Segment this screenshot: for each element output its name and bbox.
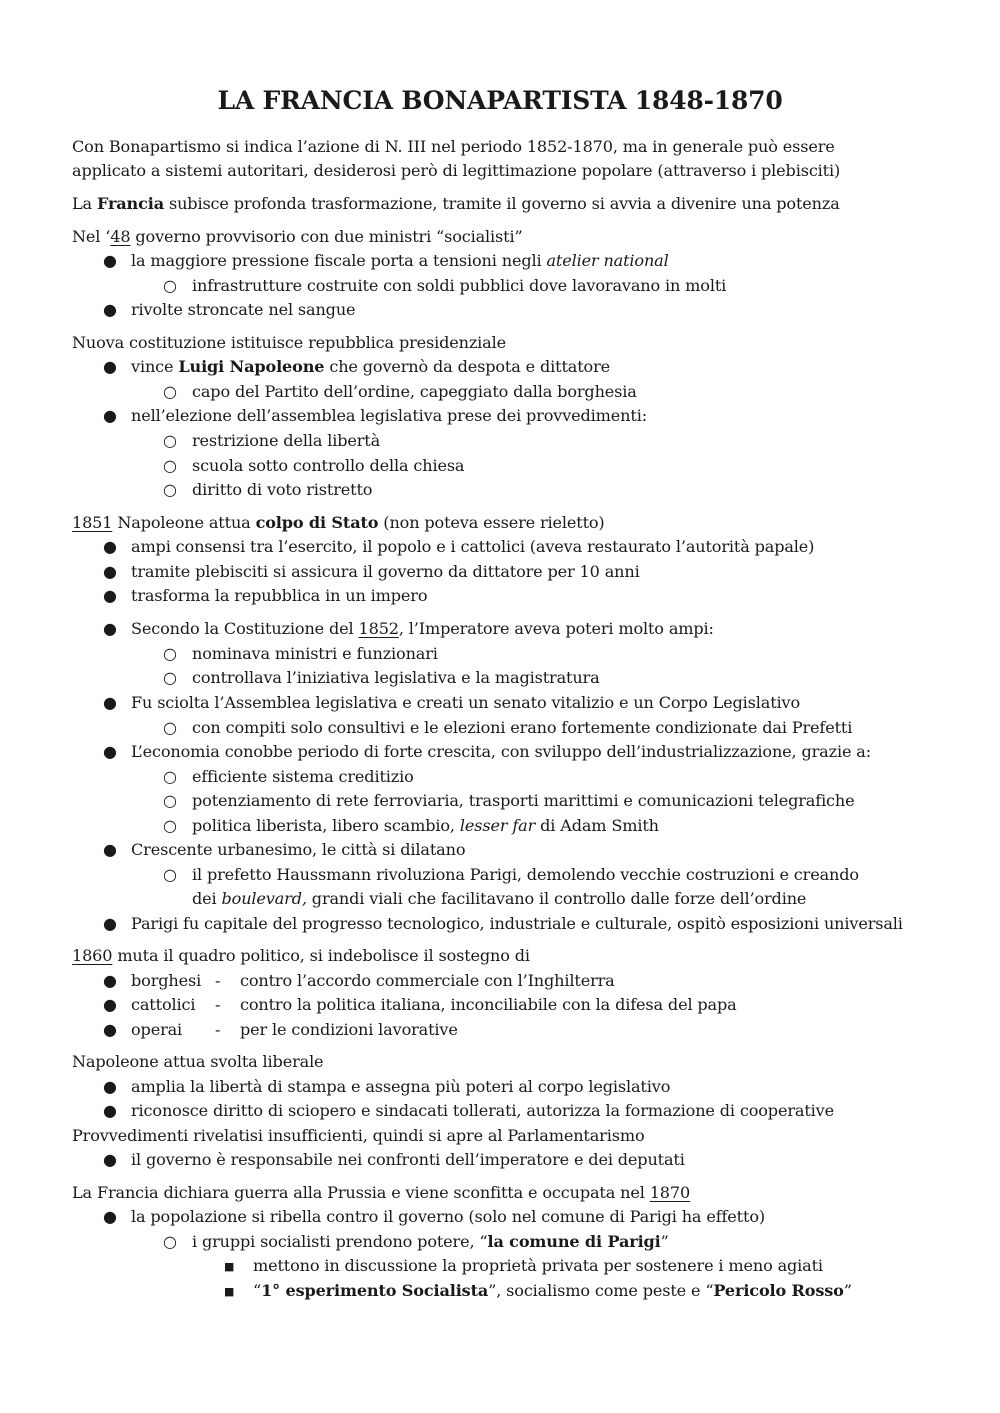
list-item: la maggiore pressione fiscale porta a tensioni negli atelier national: [131, 251, 669, 270]
list-item: nell’elezione dell’assemblea legislativa prese dei provvedimenti:: [131, 406, 647, 425]
intro-line-1: Con Bonapartismo si indica l’azione di N. III nel periodo 1852-1870, ma in generale può essere: [72, 137, 835, 156]
disc-bullet: ●: [103, 1207, 117, 1226]
circle-bullet: ○: [163, 1232, 177, 1251]
sub-list-item: diritto di voto ristretto: [192, 480, 373, 499]
disc-bullet: ●: [103, 357, 117, 376]
circle-bullet: ○: [163, 276, 177, 295]
disc-bullet: ●: [103, 1101, 117, 1120]
year-1860: 1860: [72, 946, 113, 965]
sub-list-item: capo del Partito dell’ordine, capeggiato dalla borghesia: [192, 382, 637, 401]
costituzione-heading: Nuova costituzione istituisce repubblica presidenziale: [72, 333, 506, 352]
supporter-reason: per le condizioni lavorative: [240, 1020, 458, 1039]
section-1848-heading: Nel ‘48 governo provvisorio con due ministri “socialisti”: [72, 227, 523, 246]
circle-bullet: ○: [163, 865, 177, 884]
sub-list-item: controllava l’iniziativa legislativa e la magistratura: [192, 668, 600, 687]
circle-bullet: ○: [163, 644, 177, 663]
dash-separator: -: [215, 1020, 221, 1039]
parlamentarismo-heading: Provvedimenti rivelatisi insufficienti, quindi si apre al Parlamentarismo: [72, 1126, 645, 1145]
list-item: il governo è responsabile nei confronti dell’imperatore e dei deputati: [131, 1150, 685, 1169]
list-item: tramite plebisciti si assicura il governo da dittatore per 10 anni: [131, 562, 640, 581]
circle-bullet: ○: [163, 480, 177, 499]
list-item: vince Luigi Napoleone che governò da despota e dittatore: [131, 357, 610, 376]
disc-bullet: ●: [103, 619, 117, 638]
year-1851: 1851: [72, 513, 113, 532]
sub-list-item: restrizione della libertà: [192, 431, 381, 450]
section-1860-heading: 1860 muta il quadro politico, si indebolisce il sostegno di: [72, 946, 530, 965]
sub-list-item: efficiente sistema creditizio: [192, 767, 414, 786]
list-item: trasforma la repubblica in un impero: [131, 586, 428, 605]
disc-bullet: ●: [103, 971, 117, 990]
circle-bullet: ○: [163, 668, 177, 687]
sub-list-item: nominava ministri e funzionari: [192, 644, 438, 663]
list-item: la popolazione si ribella contro il governo (solo nel comune di Parigi ha effetto): [131, 1207, 765, 1226]
sub-list-item: i gruppi socialisti prendono potere, “la comune di Parigi”: [192, 1232, 669, 1251]
list-item: rivolte stroncate nel sangue: [131, 300, 356, 319]
circle-bullet: ○: [163, 431, 177, 450]
page-title: LA FRANCIA BONAPARTISTA 1848-1870: [217, 86, 783, 115]
list-item: L’economia conobbe periodo di forte crescita, con sviluppo dell’industrializzazione, grazie a:: [131, 742, 872, 761]
list-item: ampi consensi tra l’esercito, il popolo e i cattolici (aveva restaurato l’autorità papale): [131, 537, 815, 556]
sub-list-item: potenziamento di rete ferroviaria, trasporti marittimi e comunicazioni telegrafiche: [192, 791, 855, 810]
circle-bullet: ○: [163, 816, 177, 835]
disc-bullet: ●: [103, 1020, 117, 1039]
circle-bullet: ○: [163, 456, 177, 475]
circle-bullet: ○: [163, 767, 177, 786]
sub-list-item-continued: dei boulevard, grandi viali che facilitavano il controllo dalle forze dell’ordine: [192, 889, 807, 908]
disc-bullet: ●: [103, 586, 117, 605]
section-1870-heading: La Francia dichiara guerra alla Prussia e viene sconfitta e occupata nel 1870: [72, 1183, 691, 1202]
supporter-group: cattolici: [131, 995, 196, 1014]
disc-bullet: ●: [103, 693, 117, 712]
disc-bullet: ●: [103, 1077, 117, 1096]
dash-separator: -: [215, 995, 221, 1014]
supporter-reason: contro la politica italiana, inconciliabile con la difesa del papa: [240, 995, 737, 1014]
liberale-heading: Napoleone attua svolta liberale: [72, 1052, 324, 1071]
disc-bullet: ●: [103, 742, 117, 761]
disc-bullet: ●: [103, 840, 117, 859]
list-item: amplia la libertà di stampa e assegna più poteri al corpo legislativo: [131, 1077, 671, 1096]
list-item: Parigi fu capitale del progresso tecnologico, industriale e culturale, ospitò esposizioni universali: [131, 914, 903, 933]
circle-bullet: ○: [163, 382, 177, 401]
circle-bullet: ○: [163, 791, 177, 810]
list-item: Fu sciolta l’Assemblea legislativa e creati un senato vitalizio e un Corpo Legislativo: [131, 693, 801, 712]
supporter-group: operai: [131, 1020, 183, 1039]
list-item: Secondo la Costituzione del 1852, l’Imperatore aveva poteri molto ampi:: [131, 619, 714, 638]
sub-sub-list-item: mettono in discussione la proprietà privata per sostenere i meno agiati: [253, 1256, 823, 1275]
circle-bullet: ○: [163, 718, 177, 737]
disc-bullet: ●: [103, 562, 117, 581]
year-1852: 1852: [358, 619, 399, 638]
intro-line-2: applicato a sistemi autoritari, desiderosi però di legittimazione popolare (attraverso i plebisciti): [72, 161, 841, 180]
disc-bullet: ●: [103, 995, 117, 1014]
sub-list-item: scuola sotto controllo della chiesa: [192, 456, 465, 475]
sub-sub-list-item: “1° esperimento Socialista”, socialismo come peste e “Pericolo Rosso”: [253, 1281, 852, 1300]
disc-bullet: ●: [103, 300, 117, 319]
year-48: 48: [110, 227, 131, 246]
square-bullet: ■: [224, 1285, 235, 1298]
disc-bullet: ●: [103, 537, 117, 556]
supporter-group: borghesi: [131, 971, 202, 990]
year-1870: 1870: [649, 1183, 691, 1202]
sub-list-item: con compiti solo consultivi e le elezioni erano fortemente condizionate dai Prefetti: [192, 718, 853, 737]
dash-separator: -: [215, 971, 221, 990]
list-item: riconosce diritto di sciopero e sindacati tollerati, autorizza la formazione di cooperative: [131, 1101, 834, 1120]
disc-bullet: ●: [103, 1150, 117, 1169]
square-bullet: ■: [224, 1260, 235, 1273]
supporter-reason: contro l’accordo commerciale con l’Inghilterra: [240, 971, 615, 990]
disc-bullet: ●: [103, 406, 117, 425]
francia-bold: Francia: [96, 194, 164, 213]
francia-paragraph: La Francia subisce profonda trasformazione, tramite il governo si avvia a divenire una potenza: [72, 194, 840, 213]
sub-list-item: il prefetto Haussmann rivoluziona Parigi, demolendo vecchie costruzioni e creando: [192, 865, 859, 884]
list-item: Crescente urbanesimo, le città si dilatano: [131, 840, 466, 859]
disc-bullet: ●: [103, 914, 117, 933]
sub-list-item: infrastrutture costruite con soldi pubblici dove lavoravano in molti: [192, 276, 727, 295]
sub-list-item: politica liberista, libero scambio, lesser far di Adam Smith: [192, 816, 659, 835]
section-1851-heading: 1851 Napoleone attua colpo di Stato (non poteva essere rieletto): [72, 513, 605, 532]
disc-bullet: ●: [103, 251, 117, 270]
